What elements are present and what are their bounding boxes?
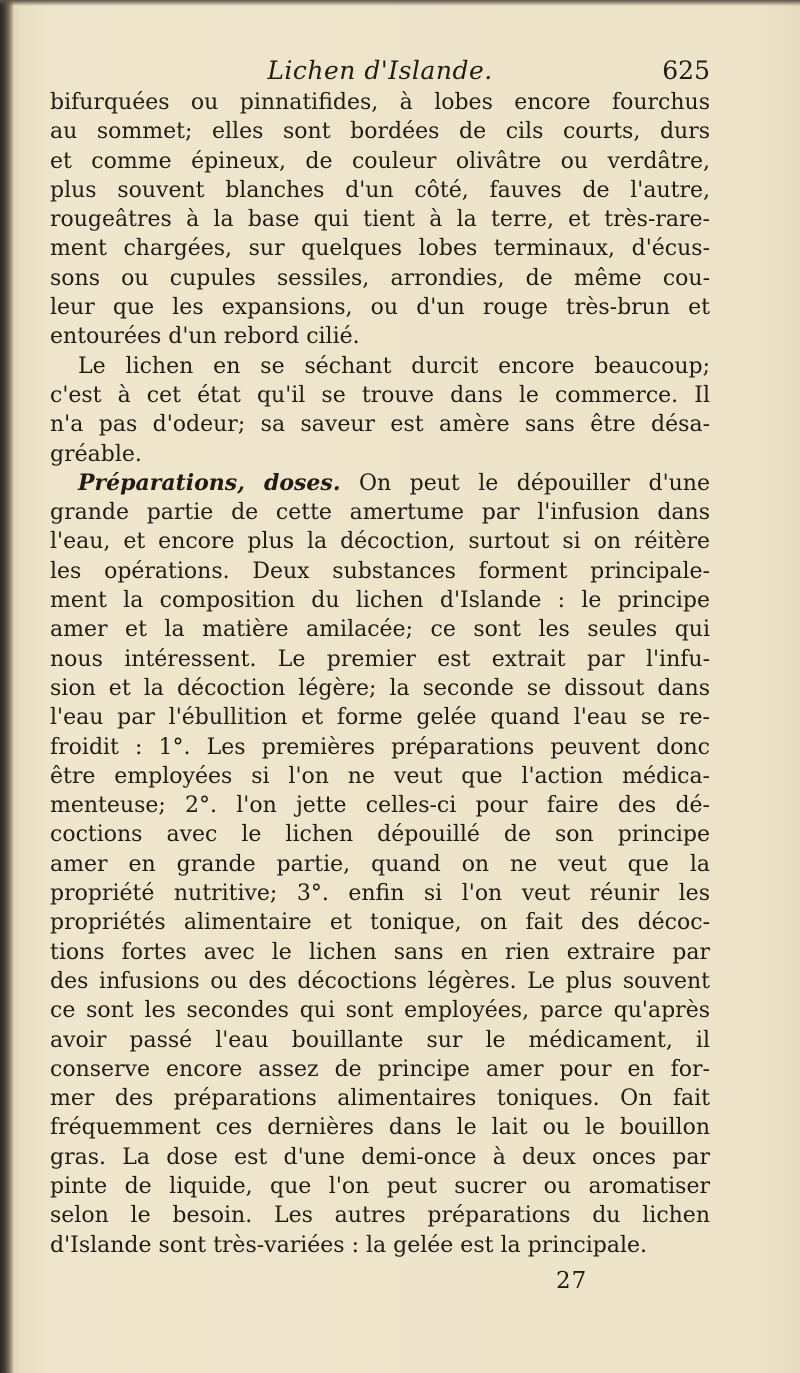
text-line: fréquemment ces dernières dans le lait ou le bouillon: [50, 1115, 710, 1141]
text-line: c'est à cet état qu'il se trouve dans le commerce. Il: [50, 382, 710, 408]
text-line: mer des préparations alimentaires toniques. On fait: [50, 1086, 710, 1112]
text-line: Le lichen en se séchant durcit encore beaucoup;: [78, 353, 710, 379]
text-line: ment chargées, sur quelques lobes terminaux, d'écus-: [50, 236, 710, 262]
text-line: propriété nutritive; 3°. enfin si l'on veut réunir les: [50, 881, 710, 907]
text-line: nous intéressent. Le premier est extrait par l'infu-: [50, 646, 710, 672]
signature-mark: 27: [556, 1268, 588, 1294]
text-line: ce sont les secondes qui sont employées, parce qu'après: [50, 998, 710, 1024]
text-line: froidit : 1°. Les premières préparations peuvent donc: [50, 734, 710, 760]
text-line: amer et la matière amilacée; ce sont les seules qui: [50, 617, 710, 643]
text-line: sons ou cupules sessiles, arrondies, de même cou-: [50, 265, 710, 291]
binding-edge: [0, 0, 14, 1373]
text-line: sion et la décoction légère; la seconde se dissout dans: [50, 675, 710, 701]
text-line: pinte de liquide, que l'on peut sucrer ou aromatiser: [50, 1173, 710, 1199]
text-line: gras. La dose est d'une demi-once à deux onces par: [50, 1144, 710, 1170]
text-line: bifurquées ou pinnatifides, à lobes encore fourchus: [50, 90, 710, 115]
text-line: rougeâtres à la base qui tient à la terre, et très-rare-: [50, 207, 710, 233]
text-body: [50, 88, 710, 1260]
text-line: être employées si l'on ne veut que l'action médica-: [50, 763, 710, 789]
text-line: avoir passé l'eau bouillante sur le médicament, il: [50, 1027, 710, 1053]
text-line: conserve encore assez de principe amer pour en for-: [50, 1056, 710, 1082]
text-line: amer en grande partie, quand on ne veut que la: [50, 851, 710, 877]
page-top-edge: [0, 0, 800, 6]
text-line: propriétés alimentaire et tonique, on fait des décoc-: [50, 910, 710, 936]
text-line: coctions avec le lichen dépouillé de son principe: [50, 822, 710, 848]
text-line: ment la composition du lichen d'Islande : le principe: [50, 588, 710, 614]
text-line: n'a pas d'odeur; sa saveur est amère sans être désa-: [50, 412, 710, 438]
text-line: grande partie de cette amertume par l'infusion dans: [50, 500, 710, 526]
section-first-line: [50, 469, 710, 498]
text-fragment: On peut le dépouiller d'une: [358, 470, 710, 496]
text-line: tions fortes avec le lichen sans en rien extraire par: [50, 939, 710, 965]
section-heading: Préparations, doses.: [78, 469, 341, 496]
running-head: Lichen d'Islande.: [267, 56, 493, 85]
text-line: entourées d'un rebord cilié.: [50, 324, 360, 350]
text-line: l'eau, et encore plus la décoction, surtout si on réitère: [50, 529, 710, 555]
text-line: leur que les expansions, ou d'un rouge très-brun et: [50, 295, 710, 321]
text-line: l'eau par l'ébullition et forme gelée quand l'eau se re-: [50, 705, 710, 731]
text-line: les opérations. Deux substances forment principale-: [50, 558, 710, 584]
text-line: et comme épineux, de couleur olivâtre ou verdâtre,: [50, 148, 710, 174]
text-line: plus souvent blanches d'un côté, fauves de l'autre,: [50, 177, 710, 203]
text-line: au sommet; elles sont bordées de cils courts, durs: [50, 119, 710, 145]
text-line: gréable.: [50, 441, 142, 467]
text-line: menteuse; 2°. l'on jette celles-ci pour faire des dé-: [50, 793, 710, 819]
text-line: d'Islande sont très-variées : la gelée est la principale.: [50, 1232, 648, 1258]
page-number: 625: [662, 56, 710, 85]
text-line: selon le besoin. Les autres préparations du lichen: [50, 1203, 710, 1229]
text-line: des infusions ou des décoctions légères. Le plus souvent: [50, 968, 710, 994]
